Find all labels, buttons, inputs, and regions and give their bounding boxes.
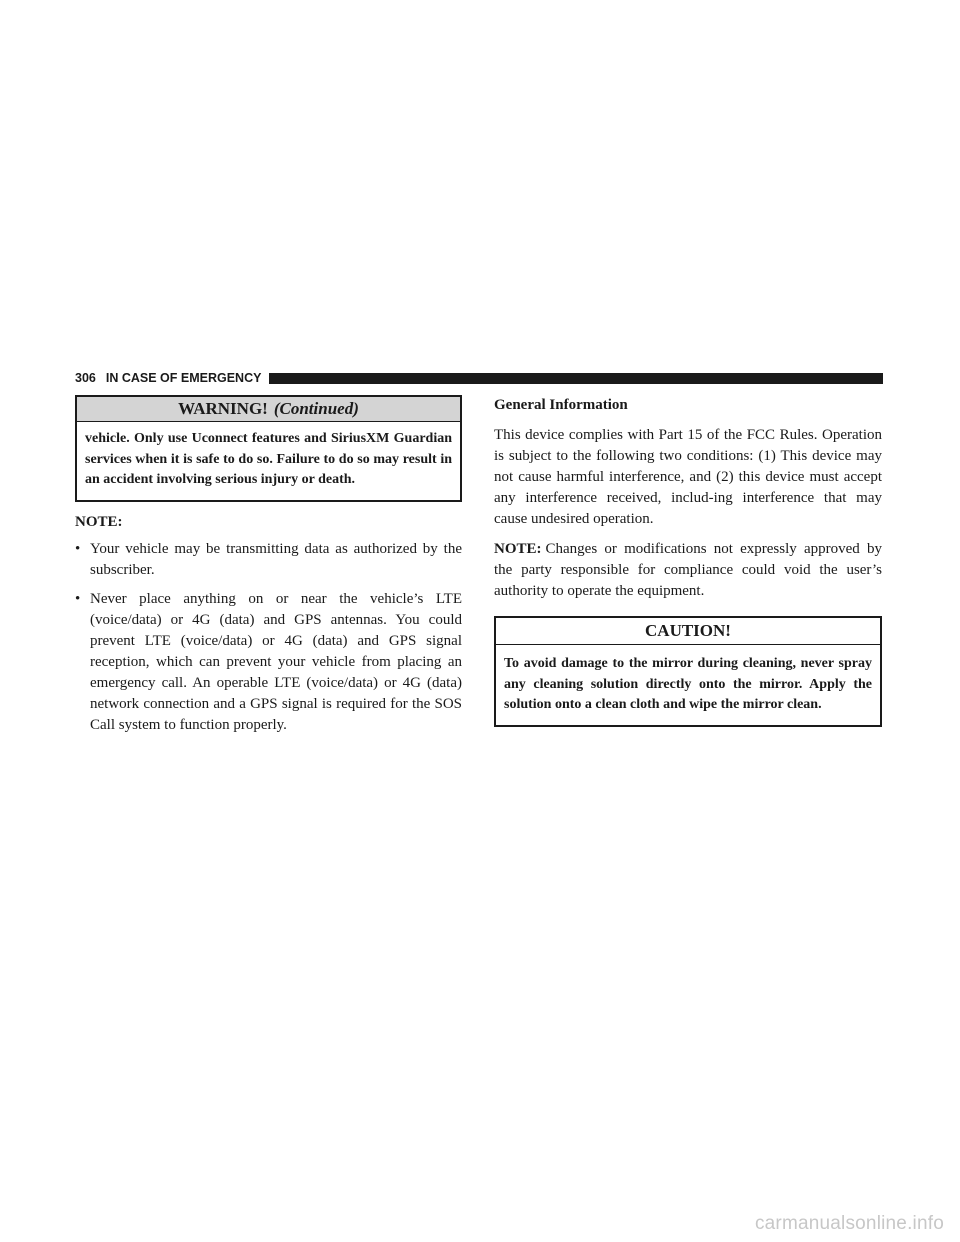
- right-column: [494, 395, 882, 727]
- fcc-paragraph: This device complies with Part 15 of the FCC Rules. Operation is subject to the following two conditions: (1) This device may not cause harmful interference, and (2) this device must accept any interference received, includ-ing interference that may cause undesired operation.: [494, 427, 882, 527]
- warning-box: [75, 395, 462, 502]
- caution-text: To avoid damage to the mirror during cleaning, never spray any cleaning solution directly onto the mirror. Apply the solution onto a clean cloth and wipe the mirror clean.: [504, 656, 872, 712]
- note-bullet-list: [75, 539, 462, 736]
- watermark: carmanualsonline.info: [754, 1213, 944, 1234]
- list-item: [75, 539, 462, 581]
- note-label: NOTE:: [75, 513, 123, 530]
- caution-box: [494, 616, 882, 727]
- fcc-note: [494, 539, 882, 602]
- left-column: [75, 395, 462, 744]
- fcc-note-label: NOTE:: [494, 541, 542, 557]
- warning-title: WARNING!: [178, 399, 268, 418]
- warning-header: [77, 397, 460, 422]
- warning-text: vehicle. Only use Uconnect features and SiriusXM Guardian services when it is safe to do so. Failure to do so may result in an accident involving serious injury or death.: [85, 431, 452, 487]
- bullet-text: Never place anything on or near the vehicle’s LTE (voice/data) or 4G (data) and GPS antennas. You could prevent LTE (voice/data) or 4G (data) and GPS signal reception, which can prevent your vehicle from placing an emergency call. An operable LTE (voice/data) or 4G (data) network connection and a GPS signal is required for the SOS Call system to function properly.: [90, 590, 462, 733]
- fcc-note-text: Changes or modifications not expressly approved by the party responsible for compliance could void the user’s authority to operate the equipment.: [494, 541, 882, 599]
- page-header: [75, 370, 883, 386]
- general-info-heading: General Information: [494, 397, 628, 413]
- bullet-icon: •: [75, 540, 81, 557]
- caution-title: CAUTION!: [496, 618, 880, 645]
- bullet-text: Your vehicle may be transmitting data as authorized by the subscriber.: [90, 540, 462, 578]
- list-item: [75, 589, 462, 736]
- bullet-icon: •: [75, 590, 81, 607]
- warning-continued: (Continued): [273, 399, 359, 418]
- page-number: 306: [75, 371, 96, 385]
- header-rule: [269, 373, 883, 384]
- section-title: IN CASE OF EMERGENCY: [105, 371, 262, 385]
